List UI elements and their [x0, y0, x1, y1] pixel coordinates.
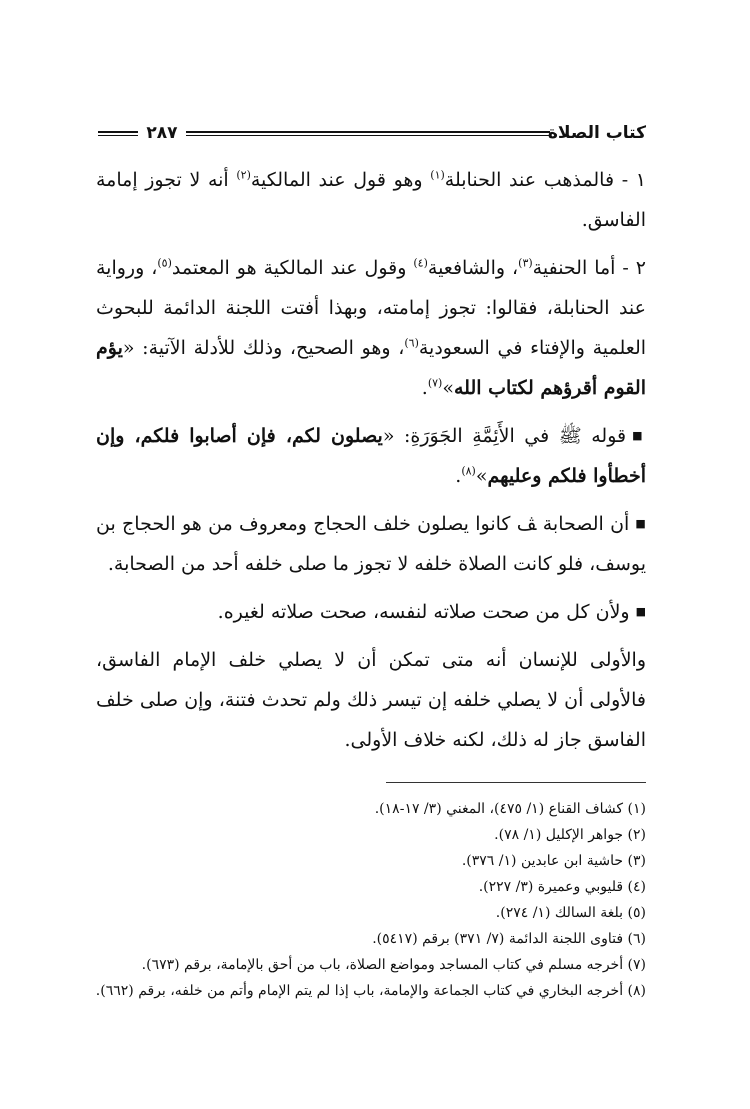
footnote: (١) كشاف القناع (١/ ٤٧٥)، المغني (٣/ ١٧-١٨).: [374, 801, 646, 817]
text-run: أن الصحابة ﭫ كانوا يصلون خلف الحجاج ومعروف من هو الحجاج بن يوسف، فلو كانت الصلاة خلفه لا تجوز ما صلى خلفه أحد من الصحابة.: [96, 513, 646, 575]
running-header: [98, 118, 646, 148]
header-rule: [186, 131, 550, 136]
header-rule-short: [98, 131, 138, 136]
text-run: .: [455, 465, 462, 487]
footnote-ref: (٦): [404, 336, 419, 350]
footnote-separator: [386, 782, 646, 783]
quote-text: يصلون لكم، فإن أصابوا فلكم، وإن أخطأوا فلكم وعليهم: [96, 425, 646, 487]
footnote-ref: (٥): [157, 256, 172, 270]
footnote-ref: (٤): [413, 256, 428, 270]
footnote: (٢) جواهر الإكليل (١/ ٧٨).: [494, 827, 646, 843]
footnote: (٨) أخرجه البخاري في كتاب الجماعة والإمامة، باب إذا لم يتم الإمام وأتم من خلفه، برقم (٦٦٢).: [95, 983, 646, 999]
bullet-paragraph: [96, 504, 646, 584]
text-run: ١ - فالمذهب عند الحنابلة: [444, 169, 646, 191]
text-run: وهو قول عند المالكية: [250, 169, 431, 191]
text-run: وقول عند المالكية هو المعتمد: [171, 257, 414, 279]
text-run: والأولى للإنسان أنه متى تمكن أن لا يصلي خلف الإمام الفاسق، فالأولى أن لا يصلي خلفه إن تيسر ذلك ولم تحدث فتنة، وإن صلى خلف الفاسق جاز له ذلك، لكنه خلاف الأولى.: [96, 649, 646, 751]
footnote: (٤) قليوبي وعميرة (٣/ ٢٢٧).: [478, 879, 646, 895]
footnotes: [96, 796, 646, 1004]
footnote: (٥) بلغة السالك (١/ ٢٧٤).: [495, 905, 646, 921]
page-number: ٢٨٧: [146, 123, 178, 143]
text-run: ٢ - أما الحنفية: [532, 257, 647, 279]
footnote-ref: (٧): [427, 376, 443, 390]
book-title: كتاب الصلاة: [547, 123, 646, 143]
footnote: (٣) حاشية ابن عابدين (١/ ٣٧٦).: [461, 853, 646, 869]
paragraph: [96, 160, 646, 240]
bullet-paragraph: [96, 592, 646, 632]
text-run: ، وهو الصحيح، وذلك للأدلة الآتية: «: [122, 337, 405, 359]
text-run: قوله ﷺ في الأَئِمَّةِ الجَوَرَةِ: «: [382, 425, 627, 447]
text-run: ، ورواية عند الحنابلة، فقالوا: تجوز إمامته، وبهذا أفتت اللجنة الدائمة للبحوث العلمية والإفتاء في السعودية: [96, 257, 647, 359]
bullet-paragraph: [96, 416, 646, 496]
text-run: »: [475, 465, 488, 487]
footnote-ref: (٨): [461, 464, 476, 478]
footnote: (٧) أخرجه مسلم في كتاب المساجد ومواضع الصلاة، باب من أحق بالإمامة، برقم (٦٧٣).: [141, 957, 646, 973]
text-run: »: [442, 377, 454, 399]
footnote-ref: (١): [430, 168, 445, 182]
footnote: (٦) فتاوى اللجنة الدائمة (٧/ ٣٧١) برقم (٥٤١٧).: [372, 931, 646, 947]
footnote-ref: (٢): [236, 168, 251, 182]
quote-text: يؤم القوم أقرؤهم لكتاب الله: [96, 337, 646, 399]
text-run: أنه لا تجوز إمامة الفاسق.: [96, 169, 646, 231]
text-run: ولأن كل من صحت صلاته لنفسه، صحت صلاته لغيره.: [217, 601, 630, 623]
text-run: ، والشافعية: [427, 257, 519, 279]
paragraph: [96, 640, 646, 760]
text-run: .: [421, 377, 428, 399]
footnote-ref: (٣): [518, 256, 533, 270]
main-text: [96, 160, 646, 768]
paragraph: [96, 248, 646, 408]
